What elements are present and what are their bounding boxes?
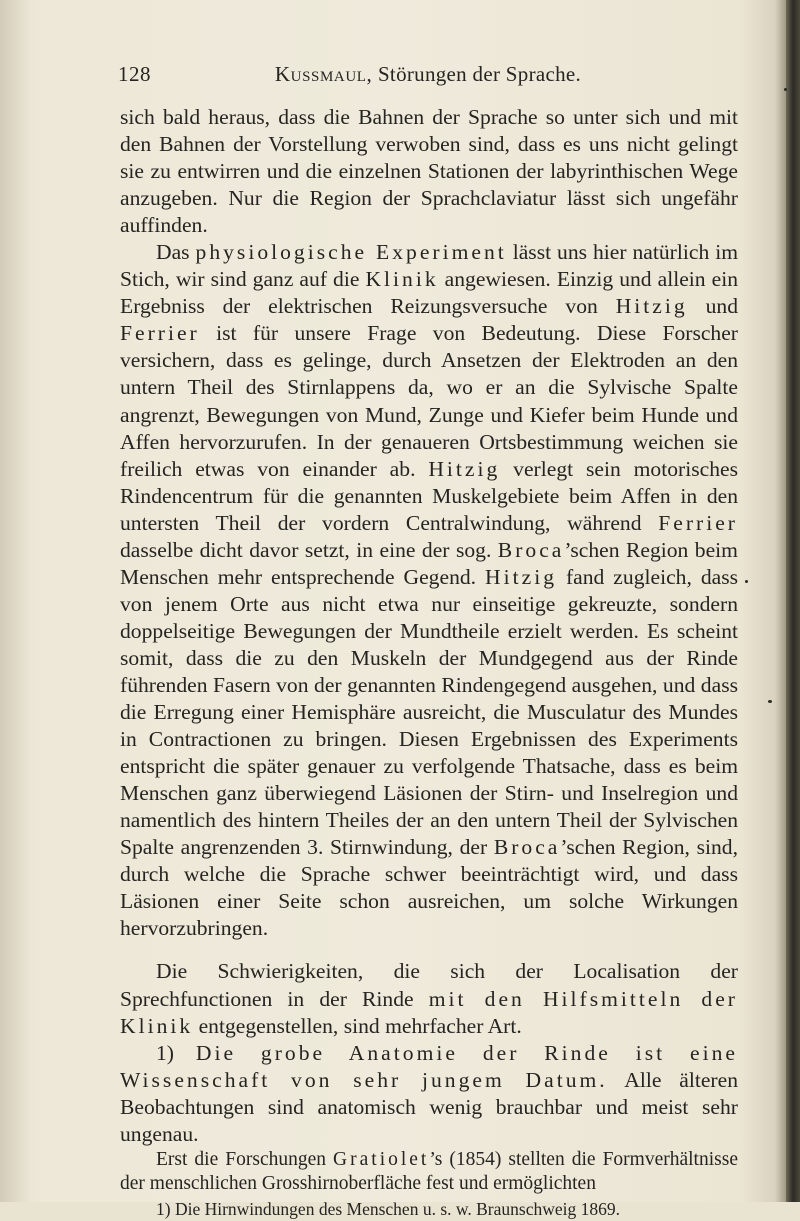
body-text bbox=[120, 104, 738, 1221]
emphasis-klinik: Klinik bbox=[365, 267, 439, 292]
name-hitzig: Hitzig bbox=[615, 294, 688, 319]
text-run: Erst die Forschungen bbox=[156, 1148, 334, 1170]
text-run: Alle älteren Beobachtungen sind anatomisch wenig brauchbar und meist sehr ungenau. bbox=[120, 1067, 738, 1146]
footnote: 1) Die Hirnwindungen des Menschen u. s. w. Braunschweig 1869. bbox=[156, 1198, 620, 1219]
text-run: 1) bbox=[156, 1040, 196, 1065]
text-run: Das bbox=[156, 240, 196, 265]
running-head bbox=[116, 62, 740, 87]
name-ferrier: Ferrier bbox=[120, 321, 200, 346]
text-run: dasselbe dicht davor setzt, in eine der sog. bbox=[120, 537, 498, 562]
name-hitzig: Hitzig bbox=[428, 456, 501, 481]
text-run: lässt uns hier natürlich im Stich, wir sind ganz auf die bbox=[120, 240, 738, 292]
paragraph-3 bbox=[120, 958, 738, 1039]
page-number: 128 bbox=[118, 62, 151, 86]
text-run: und bbox=[687, 294, 738, 319]
text-run: ’schen Region beim Menschen mehr entsprechende Gegend. bbox=[120, 537, 738, 589]
text-run: ’schen Region, sind, durch welche die Sprache schwer beeinträchtigt wird, und dass Läsionen einer Seite schon ausreichen, um solche Wirkungen hervorzubringen. bbox=[120, 835, 738, 941]
running-head-title: Störungen der Sprache. bbox=[377, 62, 582, 86]
page-gutter-shadow bbox=[0, 0, 30, 1202]
running-head-author: Kussmaul, bbox=[274, 62, 373, 86]
paragraph-4 bbox=[120, 1040, 738, 1148]
print-speck bbox=[745, 580, 748, 583]
name-gratiolet: Gratiolet bbox=[333, 1148, 430, 1170]
text-run: ist für unsere Frage von Bedeutung. Diese Forscher versichern, dass es gelinge, durch Ansetzen der Elektroden an den untern Theil des Stirnlappens da, wo er an die Sylvische Spalte angrenzt, Bewegungen von Mund, Zunge und Kiefer beim Hunde und Affen hervorzurufen. In der genaueren Ortsbestimmung weichen sie freilich etwas von einander ab. bbox=[120, 321, 738, 481]
text-run: Die Schwierigkeiten, die sich der Localisation der Sprechfunctionen in der Rinde bbox=[120, 959, 738, 1011]
print-speck bbox=[768, 700, 772, 703]
paragraph-2 bbox=[120, 239, 738, 942]
name-broca: Broca bbox=[493, 835, 561, 860]
text-run: angewiesen. Einzig und allein ein Ergebniss der elektrischen Reizungsversuche von bbox=[120, 267, 738, 319]
page-header bbox=[116, 62, 740, 92]
text-run: fand zugleich, dass von jenem Orte aus nicht etwa nur einseitige gekreuzte, sondern doppelseitige Bewegungen der Mundtheile erzielt werden. Es scheint somit, dass die zu den Muskeln der Mundgegend aus der Rinde führenden Fasern von der genannten Rindengegend ausgehen, und dass die Erregung einer Hemisphäre ausreicht, die Musculatur des Mundes in Contractionen zu bringen. Diesen Ergebnissen des Experiments entspricht die später genauer zu verfolgende Thatsache, dass es beim Menschen ganz überwiegend Läsionen der Stirn- und Inselregion und namentlich des hintern Theiles der an den untern Theil der Sylvischen Spalte angrenzenden 3. Stirnwindung, der bbox=[120, 564, 739, 860]
paragraph-1: sich bald heraus, dass die Bahnen der Sprache so unter sich und mit den Bahnen der Vorstellung verwoben sind, dass es uns nicht gelingt sie zu entwirren und die einzelnen Stationen der labyrinthischen Wege anzugeben. Nur die Region der Sprachclaviatur lässt sich ungefähr auffinden. bbox=[120, 105, 738, 238]
emphasis-physiologisches-experiment: physiologische Experiment bbox=[195, 240, 507, 265]
book-binding-edge bbox=[786, 0, 800, 1202]
name-hitzig: Hitzig bbox=[485, 564, 558, 589]
emphasis-hilfsmitteln-klinik: mit den Hilfsmitteln der Klinik bbox=[120, 986, 738, 1038]
paragraph-5 bbox=[120, 1148, 738, 1197]
text-run: entgegenstellen, sind mehrfacher Art. bbox=[193, 1013, 522, 1038]
name-broca: Broca bbox=[497, 537, 565, 562]
print-speck bbox=[784, 88, 787, 91]
text-run: ’s (1854) stellten die Formverhältnisse der menschlichen Grosshirnoberfläche fest und ermöglichten bbox=[120, 1148, 738, 1195]
name-ferrier: Ferrier bbox=[658, 510, 738, 535]
text-run: verlegt sein motorisches Rindencentrum für die genannten Muskelgebiete beim Affen in den untersten Theil der vordern Centralwindung, während bbox=[120, 456, 738, 535]
emphasis-grobe-anatomie: Die grobe Anatomie der Rinde ist eine Wissenschaft von sehr jungem Datum. bbox=[120, 1040, 738, 1092]
